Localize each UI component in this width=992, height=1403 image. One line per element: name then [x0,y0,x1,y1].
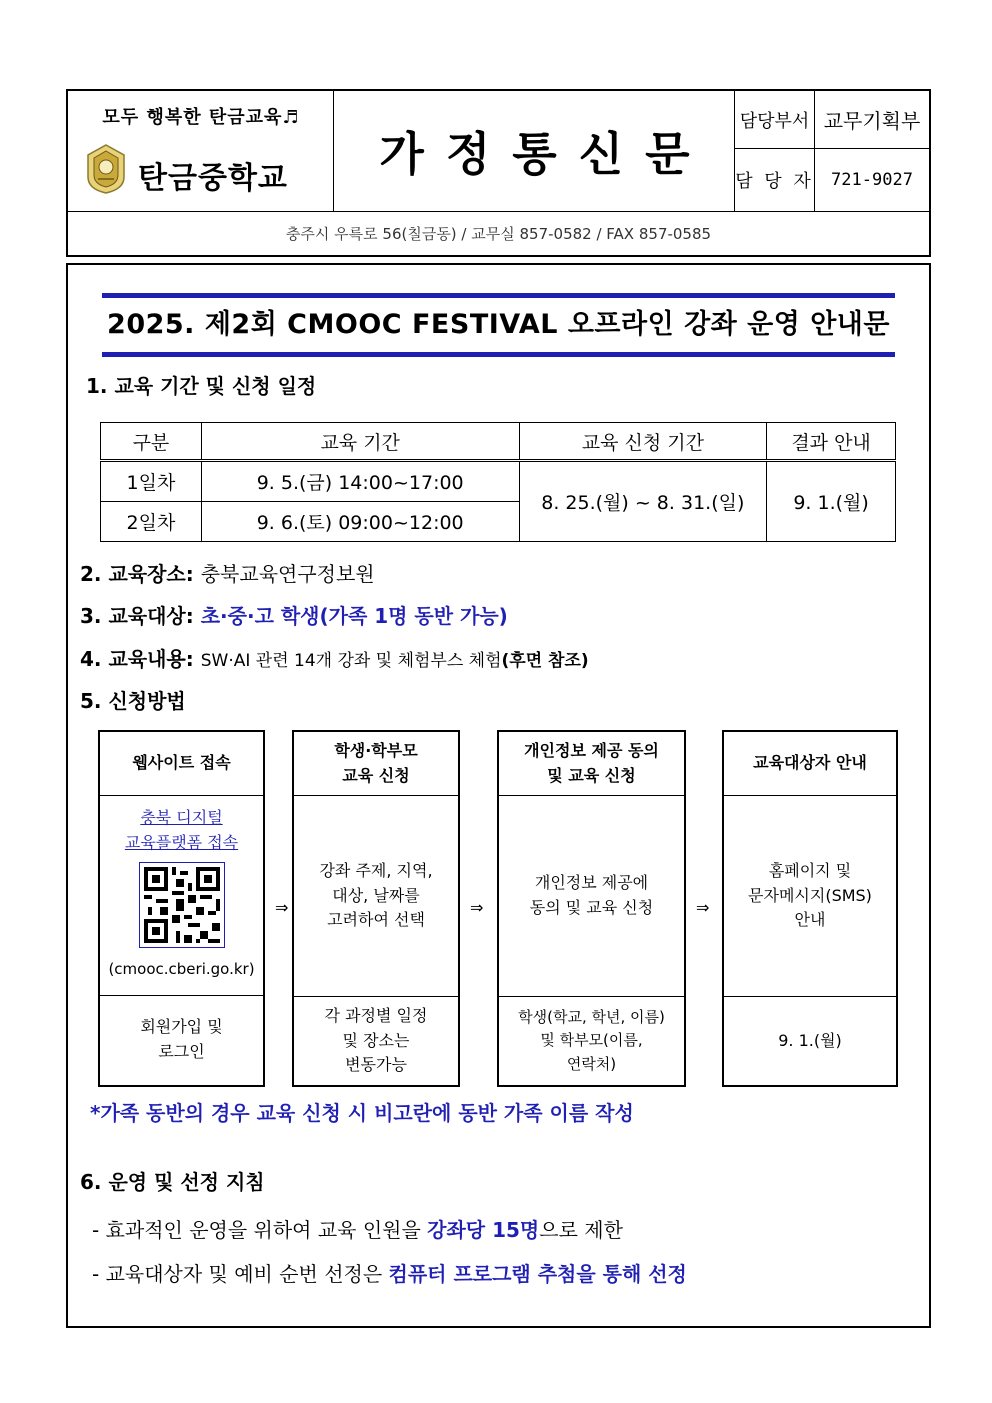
rule-text: - 교육대상자 및 예비 순번 선정은 [92,1262,383,1286]
header-line: 학생·학부모 [334,740,418,760]
body-line: 문자메시지(SMS) [748,885,872,905]
section4 [80,643,589,672]
section2 [80,558,375,587]
body-line: 강좌 주제, 지역, [319,860,433,880]
rule-1 [92,1214,623,1243]
letter-header [66,89,931,257]
dept-label: 담당부서 [735,91,815,149]
title-rule-top [102,293,895,298]
rule-emphasis: 컴퓨터 프로그램 추첨을 통해 선정 [388,1262,687,1286]
companion-note: *가족 동반의 경우 교육 신청 시 비고란에 동반 가족 이름 작성 [90,1101,634,1125]
header-line: 및 교육 신청 [547,765,636,785]
step-footer [499,997,684,1085]
schedule-table [100,422,896,542]
rule-emphasis: 강좌당 15명 [427,1218,540,1242]
body-line: 개인정보 제공에 [534,873,649,893]
footer-line: 연락처) [566,1054,617,1073]
school-emblem-icon [84,143,128,195]
school-address: 충주시 우륵로 56(칠금동) / 교무실 857-0582 / FAX 857-0585 [68,211,929,255]
rule-text: - 효과적인 운영을 위하여 교육 인원을 [92,1218,421,1242]
header-line: 교육 신청 [342,765,410,785]
period-cell: 9. 6.(토) 09:00~12:00 [201,502,519,542]
body-line: 동의 및 교육 신청 [529,898,654,917]
section3-value: 초·중·고 학생(가족 1명 동반 가능) [200,604,508,628]
section3 [80,600,508,629]
step-header [499,732,684,796]
section4-value: SW·AI 관련 14개 강좌 및 체험부스 체험 [200,651,502,671]
col-header-result: 결과 안내 [767,423,896,461]
step-header [294,732,458,796]
section2-value: 충북교육연구정보원 [200,562,375,586]
section4-suffix: (후면 참조) [501,651,589,671]
footer-line: 및 학부모(이름, [540,1031,643,1050]
col-header-type: 구분 [101,423,202,461]
period-cell: 9. 5.(금) 14:00~17:00 [201,461,519,502]
table-row [101,461,896,502]
footer-line: 로그인 [158,1042,205,1061]
step-notice [722,730,898,1087]
school-name: 탄금중학교 [138,161,288,196]
section3-label: 3. 교육대상: [80,604,194,628]
result-cell: 9. 1.(월) [767,461,896,542]
section1-heading: 1. 교육 기간 및 신청 일정 [86,374,317,398]
body-line: 안내 [794,910,826,930]
day-cell: 1일차 [101,461,202,502]
footer-line: 변동가능 [345,1055,407,1075]
section4-label: 4. 교육내용: [80,647,194,671]
footer-line: 및 장소는 [342,1030,410,1050]
section2-label: 2. 교육장소: [80,562,194,586]
platform-link-line2[interactable]: 교육플랫폼 접속 [124,832,239,852]
document-title: 2025. 제2회 CMOOC FESTIVAL 오프라인 강좌 운영 안내문 [107,309,890,340]
slogan: 모두 행복한 탄금교육♬ [102,107,300,128]
rule-text: 으로 제한 [539,1218,623,1242]
body-line: 대상, 날짜를 [332,885,420,905]
page-title: 가정통신문 [335,91,735,211]
body-line: 고려하여 선택 [327,910,425,930]
col-header-period: 교육 기간 [201,423,519,461]
qr-code-icon[interactable] [139,862,225,948]
section6-heading: 6. 운영 및 선정 지침 [80,1170,265,1194]
day-cell: 2일차 [101,502,202,542]
arrow-icon: ⇒ [275,898,289,917]
header-line: 개인정보 제공 동의 [524,740,659,760]
step-header: 교육대상자 안내 [724,732,896,796]
rule-2 [92,1258,687,1287]
person-value: 721-9027 [831,170,913,190]
step-footer [100,996,263,1084]
step-consent [497,730,686,1087]
footer-line: 학생(학교, 학년, 이름) [518,1008,665,1027]
step-apply [292,730,460,1087]
step-footer: 9. 1.(월) [778,1030,842,1050]
footer-line: 각 과정별 일정 [324,1005,428,1025]
person-label: 담 당 자 [735,149,815,211]
step-body [724,796,896,997]
col-header-apply: 교육 신청 기간 [519,423,767,461]
step-website [98,730,265,1087]
step-footer [294,997,458,1085]
arrow-icon: ⇒ [696,898,710,917]
step-body [499,796,684,997]
apply-period-cell: 8. 25.(월) ~ 8. 31.(일) [519,461,767,542]
step-body [294,796,458,997]
step-body [100,796,263,996]
section5-heading: 5. 신청방법 [80,689,186,713]
step-header: 웹사이트 접속 [100,732,263,796]
school-identity [68,91,334,211]
footer-line: 회원가입 및 [140,1017,223,1037]
arrow-icon: ⇒ [470,898,484,917]
title-rule-bottom [102,352,895,357]
platform-link-line1[interactable]: 충북 디지털 [140,808,223,827]
body-line: 홈페이지 및 [768,860,852,880]
platform-url: (cmooc.cberi.go.kr) [108,959,255,978]
dept-value: 교무기획부 [815,91,929,149]
